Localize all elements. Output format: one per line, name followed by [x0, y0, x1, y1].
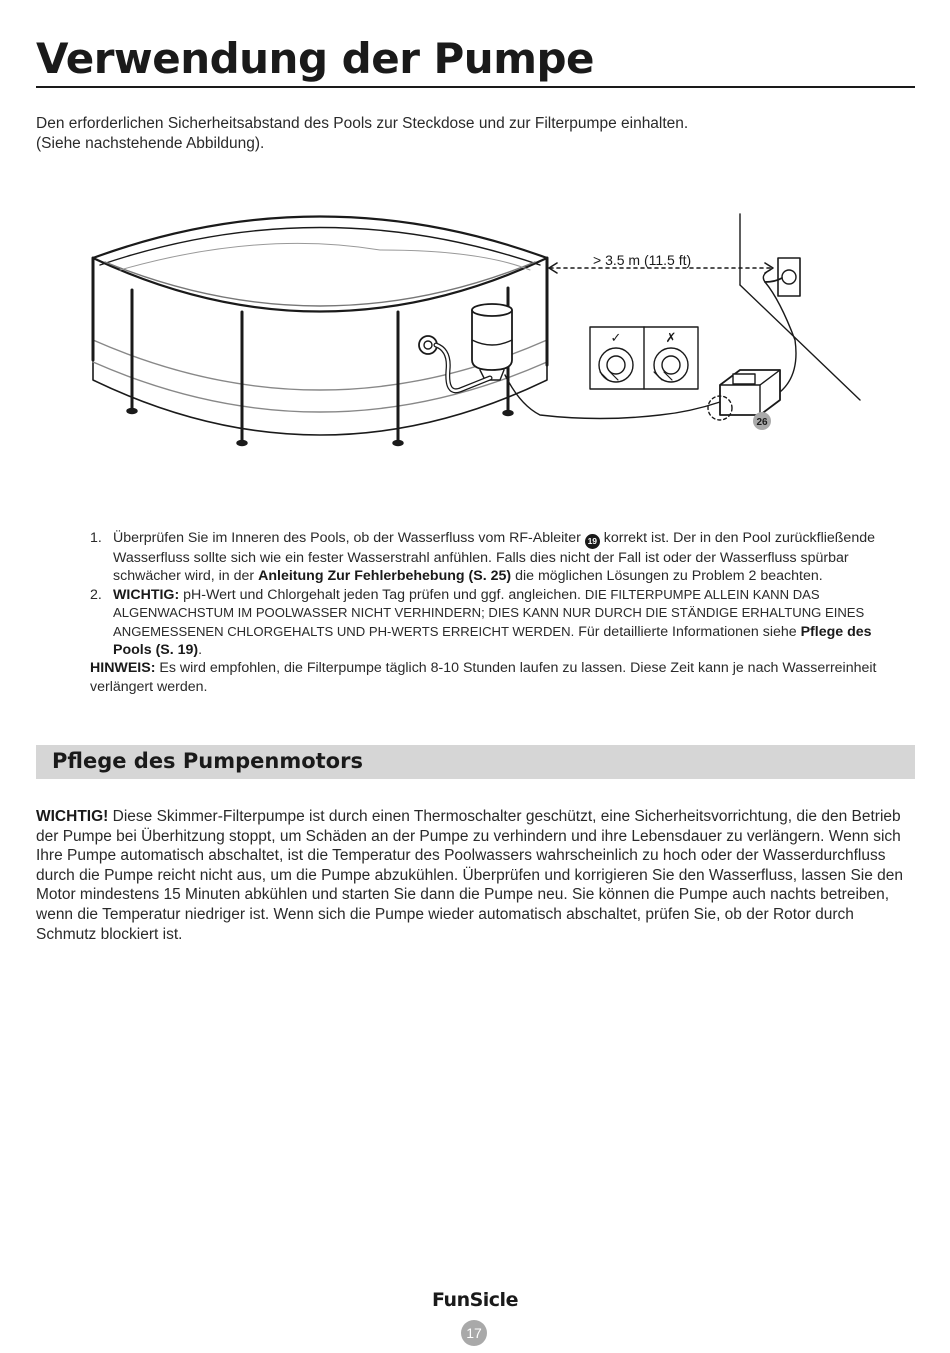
intro-line-2: (Siehe nachstehende Abbildung).	[36, 135, 265, 152]
important-label: WICHTIG:	[113, 586, 180, 603]
transformer	[708, 370, 780, 420]
note-label: HINWEIS:	[90, 660, 156, 677]
callout-26: 26	[756, 417, 768, 428]
intro-text	[36, 114, 896, 154]
distance-label: > 3.5 m (11.5 ft)	[593, 252, 692, 268]
pump-motor-text: WICHTIG! Diese Skimmer-Filterpumpe ist durch einen Thermoschalter geschützt, eine Sicherheitsvorrichtung, die den Betrieb der Pumpe bei Überhitzung stoppt, um Schäden an der Pumpe zu verhindern und ihre Lebensdauer zu verlängern. Wenn sich Ihre Pumpe automatisch abschaltet, ist die Temperatur des Poolwassers wahrscheinlich zu hoch oder der Wasserdurchfluss durch die Pumpe reicht nicht aus, um die Pumpe abzukühlen. Überprüfen und korrigieren Sie den Wasserfluss, lassen Sie den Motor mindestens 15 Minuten abkühlen und starten Sie dann die Pumpe neu. Sie können die Pumpe auch nachts betreiben, wenn die Temperatur niedriger ist. Wenn sich die Pumpe wieder automatisch abschaltet, prüfen Sie, ob der Rotor durch Schmutz blockiert ist.	[36, 808, 904, 943]
skimmer-pump	[472, 304, 512, 380]
list-item: 2. WICHTIG: pH-Wert und Chlorgehalt jeden Tag prüfen und ggf. angleichen. DIE FILTERPUMPE ALLEIN KANN DAS ALGENWACHSTUM IM POOLWASSER NICHT VERHINDERN; DIES KANN NUR DURCH DIE STÄNDIGE ERHALTUNG EINES ANGEMESSENEN CHLORGEHALTS UND PH-WERTS ERREICHT WERDEN. Für detaillierte Informationen siehe Pflege des Pools (S. 19).	[90, 586, 872, 659]
connection-check-panel	[590, 327, 698, 389]
important-label: WICHTIG!	[36, 808, 109, 825]
brand-logo: FunSicle	[432, 1289, 518, 1311]
ref-19-badge: 19	[585, 534, 600, 549]
caps-warning: DIE FILTERPUMPE ALLEIN KANN DAS ALGENWACHSTUM IM POOLWASSER NICHT VERHINDERN; DIES KANN NUR DURCH DIE STÄNDIGE ERHALTUNG EINES ANGEMESSENEN CHLORGEHALTS UND PH-WERTS ERREICHT WERDEN.	[113, 586, 865, 639]
page-title: Verwendung der Pumpe	[36, 34, 595, 83]
page-number: 17	[461, 1320, 487, 1346]
intro-line-1: Den erforderlichen Sicherheitsabstand des Pools zur Steckdose und zur Filterpumpe einhalten.	[36, 115, 689, 132]
pool-care-ref: Pflege des Pools (S. 19)	[113, 623, 872, 659]
section-header	[36, 745, 915, 779]
pool-setup-diagram	[60, 190, 880, 490]
list-number: 1.	[90, 530, 102, 546]
troubleshooting-ref: Anleitung Zur Fehlerbehebung (S. 25)	[258, 568, 512, 585]
section-title: Pflege des Pumpenmotors	[52, 749, 363, 773]
cross-mark-icon: ✗	[665, 331, 677, 346]
note: HINWEIS: Es wird empfohlen, die Filterpumpe täglich 8-10 Stunden laufen zu lassen. Diese Zeit kann je nach Wasserreinheit verlängert werden.	[90, 660, 877, 695]
list-item: 1. Überprüfen Sie im Inneren des Pools, ob der Wasserfluss vom RF-Ableiter 19 korrekt ist. Der in den Pool zurückfließende Wasserfluss sollte sich wie ein fester Wasserstrahl anfühlen. Falls dies nicht der Fall ist oder der Wasserfluss spürbar schwächer wird, in der Anleitung Zur Fehlerbehebung (S. 25) die möglichen Lösungen zu Problem 2 beachten.	[90, 530, 875, 585]
list-number: 2.	[90, 586, 102, 603]
title-divider	[36, 86, 915, 88]
check-mark-icon: ✓	[610, 331, 622, 346]
instruction-list	[90, 529, 910, 696]
